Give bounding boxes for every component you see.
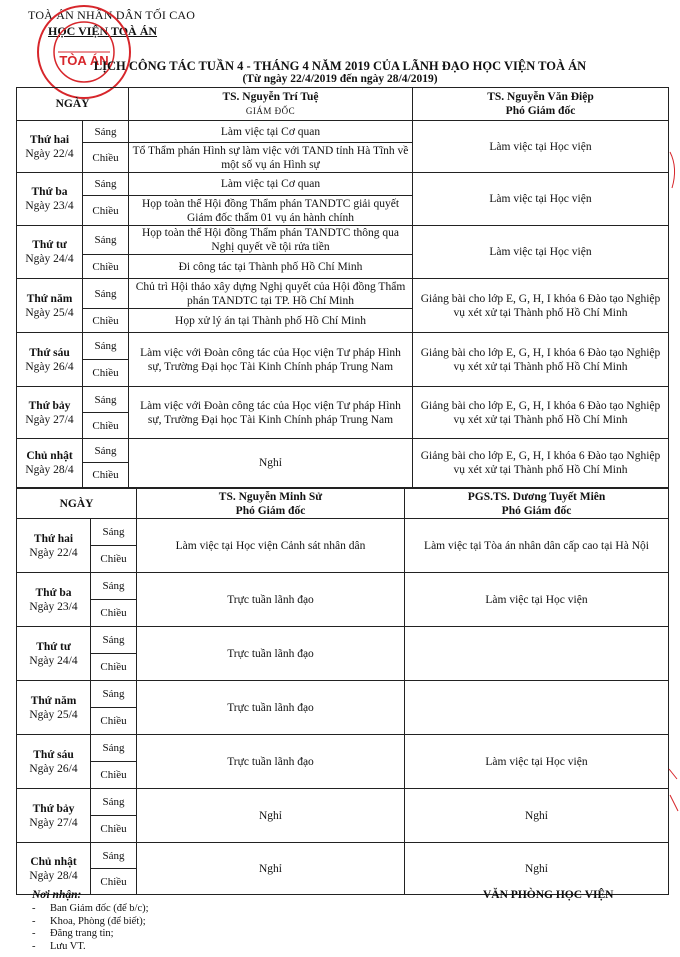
session-afternoon: Chiều — [91, 600, 137, 627]
session-morning: Sáng — [91, 573, 137, 600]
entry-t2-d-fri: Làm việc tại Học viện — [405, 735, 669, 789]
entry-t1-a-sun: Nghỉ — [129, 439, 413, 488]
recipient-item: - Khoa, Phòng (để biết); — [32, 916, 149, 929]
entry-t2-d-tue: Làm việc tại Học viện — [405, 573, 669, 627]
session-morning: Sáng — [91, 843, 137, 869]
scan-mark-icon — [666, 765, 680, 815]
session-morning: Sáng — [83, 279, 129, 309]
entry-t2-d-wed — [405, 627, 669, 681]
day-cell-sun: Chủ nhật Ngày 28/4 — [17, 843, 91, 895]
entry-t1-a-wed-am: Họp toàn thể Hội đồng Thẩm phán TANDTC thông qua Nghị quyết về tội rửa tiền — [129, 226, 413, 255]
entry-t2-c-thu: Trực tuần lãnh đạo — [137, 681, 405, 735]
leader-header-2: TS. Nguyễn Văn Điệp Phó Giám đốc — [413, 88, 669, 121]
entry-t1-a-tue-pm: Họp toàn thể Hội đồng Thẩm phán TANDTC giải quyết Giám đốc thẩm 01 vụ án hành chính — [129, 196, 413, 226]
entry-t1-b-mon: Làm việc tại Học viện — [413, 121, 669, 173]
schedule-title: LỊCH CÔNG TÁC TUẦN 4 - THÁNG 4 NĂM 2019 CỦA LÃNH ĐẠO HỌC VIỆN TOÀ ÁN — [93, 59, 587, 73]
entry-t1-a-fri: Làm việc với Đoàn công tác của Học viện Tư pháp Hình sự, Trường Đại học Tài Kinh Chính pháp Trung Nam — [129, 333, 413, 387]
day-cell-mon: Thứ hai Ngày 22/4 — [17, 121, 83, 173]
session-morning: Sáng — [83, 121, 129, 143]
entry-t1-b-sat: Giảng bài cho lớp E, G, H, I khóa 6 Đào tạo Nghiệp vụ xét xử tại Thành phố Hồ Chí Minh — [413, 387, 669, 439]
day-header: NGÀY — [17, 489, 137, 519]
session-afternoon: Chiều — [91, 869, 137, 895]
issuing-office: VĂN PHÒNG HỌC VIỆN — [483, 889, 614, 901]
day-cell-wed: Thứ tư Ngày 24/4 — [17, 627, 91, 681]
session-afternoon: Chiều — [83, 143, 129, 173]
entry-t1-a-wed-pm: Đi công tác tại Thành phố Hồ Chí Minh — [129, 255, 413, 279]
entry-t1-b-tue: Làm việc tại Học viện — [413, 173, 669, 226]
day-cell-fri: Thứ sáu Ngày 26/4 — [17, 333, 83, 387]
entry-t2-d-sat: Nghỉ — [405, 789, 669, 843]
recipients-list — [32, 903, 149, 953]
session-afternoon: Chiều — [91, 816, 137, 843]
session-afternoon: Chiều — [83, 255, 129, 279]
session-morning: Sáng — [91, 735, 137, 762]
entry-t1-a-mon-pm: Tổ Thẩm phán Hình sự làm việc với TAND tỉnh Hà Tĩnh về một số vụ án Hình sự — [129, 143, 413, 173]
session-afternoon: Chiều — [83, 309, 129, 333]
schedule-date-range: (Từ ngày 22/4/2019 đến ngày 28/4/2019) — [242, 73, 438, 85]
entry-t2-d-mon: Làm việc tại Tòa án nhân dân cấp cao tại Hà Nội — [405, 519, 669, 573]
entry-t1-b-fri: Giảng bài cho lớp E, G, H, I khóa 6 Đào tạo Nghiệp vụ xét xử tại Thành phố Hồ Chí Minh — [413, 333, 669, 387]
entry-t2-c-mon: Làm việc tại Học viện Cảnh sát nhân dân — [137, 519, 405, 573]
leader-header-3: TS. Nguyễn Minh Sử Phó Giám đốc — [137, 489, 405, 519]
session-morning: Sáng — [83, 226, 129, 255]
day-cell-sun: Chủ nhật Ngày 28/4 — [17, 439, 83, 488]
day-cell-tue: Thứ ba Ngày 23/4 — [17, 573, 91, 627]
entry-t1-a-thu-pm: Họp xử lý án tại Thành phố Hồ Chí Minh — [129, 309, 413, 333]
day-cell-sat: Thứ bảy Ngày 27/4 — [17, 789, 91, 843]
session-afternoon: Chiều — [91, 762, 137, 789]
entry-t1-b-wed: Làm việc tại Học viện — [413, 226, 669, 279]
entry-t1-b-thu: Giảng bài cho lớp E, G, H, I khóa 6 Đào tạo Nghiệp vụ xét xử tại Thành phố Hồ Chí Minh — [413, 279, 669, 333]
entry-t1-a-thu-am: Chủ trì Hội thảo xây dựng Nghị quyết của Hội đồng Thẩm phán TANDTC tại TP. Hồ Chí Minh — [129, 279, 413, 309]
day-header: NGÀY — [17, 88, 129, 121]
entry-t2-c-wed: Trực tuần lãnh đạo — [137, 627, 405, 681]
recipient-item: - Lưu VT. — [32, 941, 149, 954]
session-afternoon: Chiều — [91, 708, 137, 735]
seal-text: TÒA ÁN — [59, 53, 109, 68]
schedule-table-1 — [16, 87, 669, 488]
entry-t1-b-sun: Giảng bài cho lớp E, G, H, I khóa 6 Đào tạo Nghiệp vụ xét xử tại Thành phố Hồ Chí Minh — [413, 439, 669, 488]
unit-name: HỌC VIỆN TOÀ ÁN — [48, 24, 158, 38]
session-afternoon: Chiều — [83, 463, 129, 488]
entry-t2-c-sun: Nghỉ — [137, 843, 405, 895]
session-morning: Sáng — [83, 439, 129, 463]
schedule-table-2 — [16, 488, 669, 895]
session-afternoon: Chiều — [91, 546, 137, 573]
entry-t2-c-fri: Trực tuần lãnh đạo — [137, 735, 405, 789]
entry-t2-c-sat: Nghỉ — [137, 789, 405, 843]
entry-t1-a-tue-am: Làm việc tại Cơ quan — [129, 173, 413, 196]
entry-t2-d-sun: Nghỉ — [405, 843, 669, 895]
day-cell-tue: Thứ ba Ngày 23/4 — [17, 173, 83, 226]
session-afternoon: Chiều — [83, 413, 129, 439]
session-morning: Sáng — [83, 333, 129, 360]
recipient-item: - Ban Giám đốc (để b/c); — [32, 903, 149, 916]
session-morning: Sáng — [91, 681, 137, 708]
org-name: TOÀ ÁN NHÂN DÂN TỐI CAO — [28, 8, 196, 22]
leader-header-4: PGS.TS. Dương Tuyết Miên Phó Giám đốc — [405, 489, 669, 519]
recipients-title: Nơi nhận: — [32, 889, 82, 901]
session-morning: Sáng — [91, 627, 137, 654]
entry-t2-c-tue: Trực tuần lãnh đạo — [137, 573, 405, 627]
session-morning: Sáng — [91, 519, 137, 546]
scan-mark-icon — [668, 150, 680, 190]
day-cell-fri: Thứ sáu Ngày 26/4 — [17, 735, 91, 789]
session-afternoon: Chiều — [83, 360, 129, 387]
recipient-item: - Đăng trang tin; — [32, 928, 149, 941]
day-cell-mon: Thứ hai Ngày 22/4 — [17, 519, 91, 573]
entry-t1-a-mon-am: Làm việc tại Cơ quan — [129, 121, 413, 143]
day-cell-thu: Thứ năm Ngày 25/4 — [17, 279, 83, 333]
entry-t2-d-thu — [405, 681, 669, 735]
day-cell-wed: Thứ tư Ngày 24/4 — [17, 226, 83, 279]
entry-t1-a-sat: Làm việc với Đoàn công tác của Học viện Tư pháp Hình sự, Trường Đại học Tài Kinh Chính pháp Trung Nam — [129, 387, 413, 439]
day-cell-thu: Thứ năm Ngày 25/4 — [17, 681, 91, 735]
session-morning: Sáng — [91, 789, 137, 816]
session-afternoon: Chiều — [91, 654, 137, 681]
session-afternoon: Chiều — [83, 196, 129, 226]
session-morning: Sáng — [83, 173, 129, 196]
session-morning: Sáng — [83, 387, 129, 413]
leader-header-1: TS. Nguyễn Trí Tuệ GIÁM ĐỐC — [129, 88, 413, 121]
day-cell-sat: Thứ bảy Ngày 27/4 — [17, 387, 83, 439]
